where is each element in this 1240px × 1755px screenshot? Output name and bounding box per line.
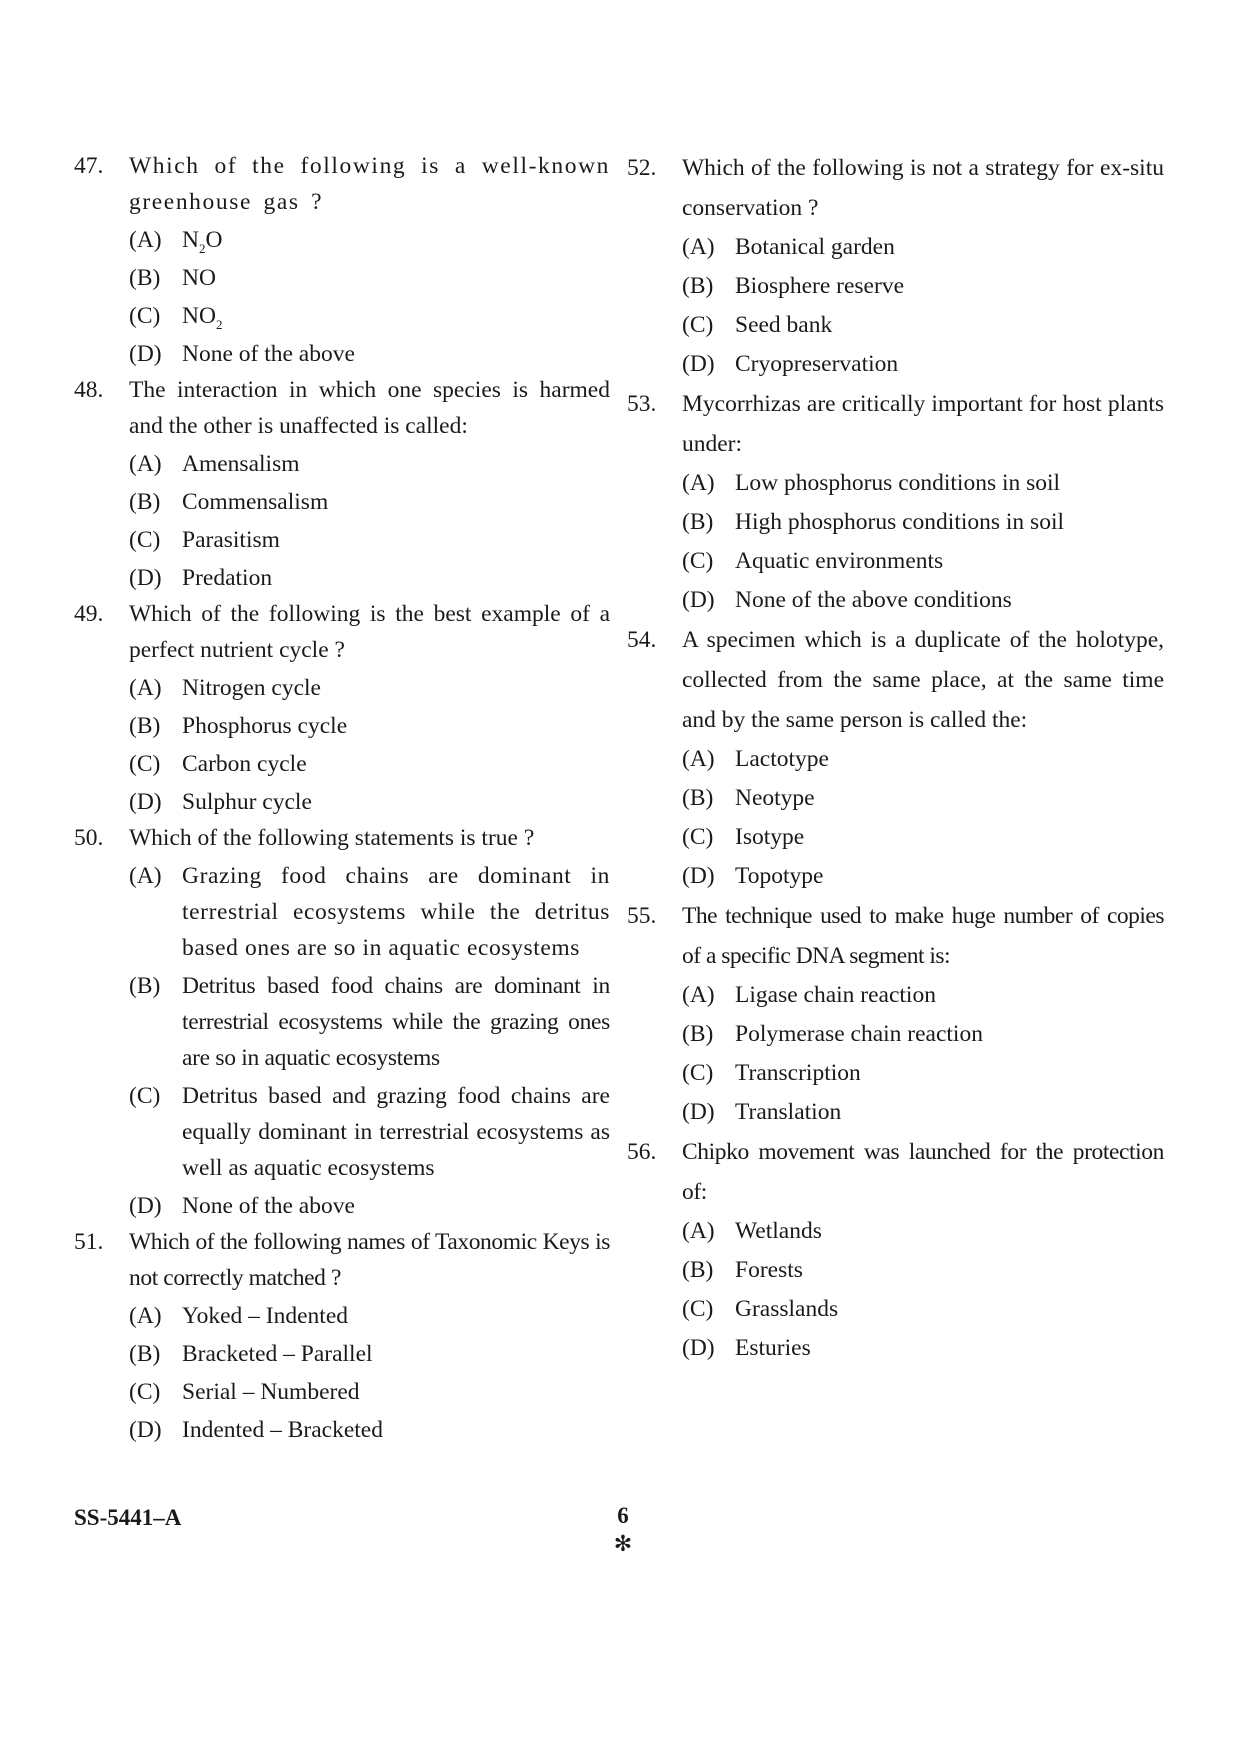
option-label: (B) [129,713,161,739]
option-a [682,976,1164,1015]
option-label: (D) [129,1417,162,1443]
question-text: Which of the following statements is true ? [129,825,535,851]
question-text: Which of the following names of Taxonomic Keys is not correctly matched ? [129,1229,610,1291]
option-label: (D) [129,789,162,815]
option-a [682,740,1164,779]
option-a [129,222,610,258]
option-label: (A) [129,1303,162,1329]
option-label: (A) [129,675,162,701]
option-b [682,1251,1164,1290]
option-a [129,858,610,966]
question-49 [74,596,610,820]
option-label: (D) [129,565,162,591]
option-label: (C) [129,1083,161,1109]
option-text: Low phosphorus conditions in soil [735,470,1061,496]
option-text: Transcription [735,1060,861,1086]
page-number: 6 [617,1503,629,1528]
option-a [682,228,1164,267]
question-text: A specimen which is a duplicate of the holotype, collected from the same place, at the same time and by the same person is called the: [682,627,1164,733]
option-label: (D) [682,1335,715,1361]
option-text: Botanical garden [735,234,895,260]
option-label: (C) [682,1296,714,1322]
option-d [129,1412,610,1448]
question-text: Which of the following is a well-known greenhouse gas ? [129,153,610,215]
option-text: Serial – Numbered [182,1379,360,1405]
option-text: NO [182,265,216,291]
option-label: (B) [129,973,161,999]
question-text: Which of the following is the best example of a perfect nutrient cycle ? [129,601,610,663]
option-d [129,336,610,372]
option-text: Detritus based food chains are dominant in terrestrial ecosystems while the grazing ones are so in aquatic ecosystems [182,973,610,1071]
option-a [682,1212,1164,1251]
question-53 [627,384,1164,620]
option-b [129,1336,610,1372]
option-label: (B) [682,273,714,299]
option-label: (A) [682,1218,715,1244]
option-label: (D) [682,863,715,889]
option-text: Biosphere reserve [735,273,904,299]
option-b [129,260,610,296]
option-label: (B) [129,265,161,291]
question-number: 48. [74,377,104,403]
option-label: (A) [129,451,162,477]
option-b [129,484,610,520]
option-label: (D) [682,351,715,377]
option-d [682,1093,1164,1132]
option-text: Esturies [735,1335,811,1361]
option-a [129,670,610,706]
option-label: (C) [682,312,714,338]
option-label: (A) [682,234,715,260]
option-c [129,746,610,782]
question-50 [74,820,610,1224]
question-number: 56. [627,1139,657,1165]
option-label: (D) [129,1193,162,1219]
option-text: Sulphur cycle [182,789,312,815]
option-label: (B) [129,1341,161,1367]
option-text: $N_2O$ [182,227,223,256]
option-c [129,1078,610,1186]
option-text: Lactotype [735,746,829,772]
option-text: Nitrogen cycle [182,675,321,701]
option-label: (B) [129,489,161,515]
option-label: (D) [682,1099,715,1125]
question-text: The technique used to make huge number of copies of a specific DNA segment is: [682,903,1164,969]
option-text: Amensalism [182,451,300,477]
question-number: 49. [74,601,104,627]
option-a [129,1298,610,1334]
option-text: Parasitism [182,527,280,553]
option-text: Ligase chain reaction [735,982,936,1008]
question-number: 51. [74,1229,104,1255]
option-c [682,542,1164,581]
option-b [129,708,610,744]
option-text: Commensalism [182,489,329,515]
option-text: Translation [735,1099,842,1125]
option-label: (A) [129,863,162,889]
option-text: Isotype [735,824,805,850]
option-label: (C) [129,303,161,329]
option-c [682,818,1164,857]
option-label: (B) [682,785,714,811]
question-number: 53. [627,391,657,417]
option-d [129,1188,610,1224]
question-54 [627,620,1164,896]
option-d [682,581,1164,620]
question-text: Mycorrhizas are critically important for host plants under: [682,391,1164,457]
option-c [682,1054,1164,1093]
right-column [627,148,1164,1368]
option-label: (D) [682,587,715,613]
option-d [682,1329,1164,1368]
question-55 [627,896,1164,1132]
option-text: $NO_2$ [182,303,223,332]
option-c [129,298,610,334]
option-text: Indented – Bracketed [182,1417,383,1443]
option-text: Predation [182,565,273,591]
question-number: 54. [627,627,657,653]
question-text: The interaction in which one species is harmed and the other is unaffected is called: [129,377,610,439]
option-label: (B) [682,1257,714,1283]
question-number: 50. [74,825,104,851]
option-text: Detritus based and grazing food chains are equally dominant in terrestrial ecosystems as well as aquatic ecosystems [182,1083,610,1181]
option-text: Cryopreservation [735,351,899,377]
option-text: Bracketed – Parallel [182,1341,373,1367]
option-text: Grasslands [735,1296,839,1322]
option-label: (A) [682,746,715,772]
option-a [129,446,610,482]
option-text: High phosphorus conditions in soil [735,509,1065,535]
question-number: 52. [627,155,657,181]
option-text: Yoked – Indented [182,1303,349,1329]
option-b [129,968,610,1076]
option-label: (B) [682,509,714,535]
option-text: None of the above conditions [735,587,1012,613]
option-text: Grazing food chains are dominant in terrestrial ecosystems while the detritus based ones are so in aquatic ecosystems [182,863,610,961]
option-label: (C) [129,751,161,777]
option-text: Aquatic environments [735,548,944,574]
option-d [682,345,1164,384]
question-47 [74,148,610,372]
option-label: (C) [129,527,161,553]
paper-code: SS-5441–A [74,1505,182,1530]
option-text: None of the above [182,341,355,367]
option-c [129,1374,610,1410]
option-label: (D) [129,341,162,367]
option-label: (C) [129,1379,161,1405]
option-text: Polymerase chain reaction [735,1021,983,1047]
option-a [682,464,1164,503]
option-label: (A) [682,470,715,496]
option-text: None of the above [182,1193,355,1219]
option-b [682,1015,1164,1054]
option-c [682,1290,1164,1329]
option-text: Carbon cycle [182,751,307,777]
question-48 [74,372,610,596]
option-text: Phosphorus cycle [182,713,348,739]
option-text: Wetlands [735,1218,822,1244]
option-b [682,503,1164,542]
option-label: (C) [682,824,714,850]
star-icon: ✻ [613,1532,633,1557]
option-d [129,784,610,820]
question-56 [627,1132,1164,1368]
option-text: Neotype [735,785,815,811]
question-51 [74,1224,610,1448]
option-b [682,779,1164,818]
question-number: 47. [74,153,104,179]
question-text: Which of the following is not a strategy for ex-situ conservation ? [682,155,1164,221]
option-text: Topotype [735,863,824,889]
option-label: (A) [129,227,162,253]
question-52 [627,148,1164,384]
option-text: Forests [735,1257,803,1283]
question-number: 55. [627,903,657,929]
option-d [129,560,610,596]
option-text: Seed bank [735,312,833,338]
left-column [74,148,610,1448]
option-b [682,267,1164,306]
option-c [682,306,1164,345]
option-label: (C) [682,548,714,574]
option-d [682,857,1164,896]
option-label: (A) [682,982,715,1008]
question-text: Chipko movement was launched for the protection of: [682,1139,1164,1205]
option-label: (C) [682,1060,714,1086]
option-c [129,522,610,558]
option-label: (B) [682,1021,714,1047]
